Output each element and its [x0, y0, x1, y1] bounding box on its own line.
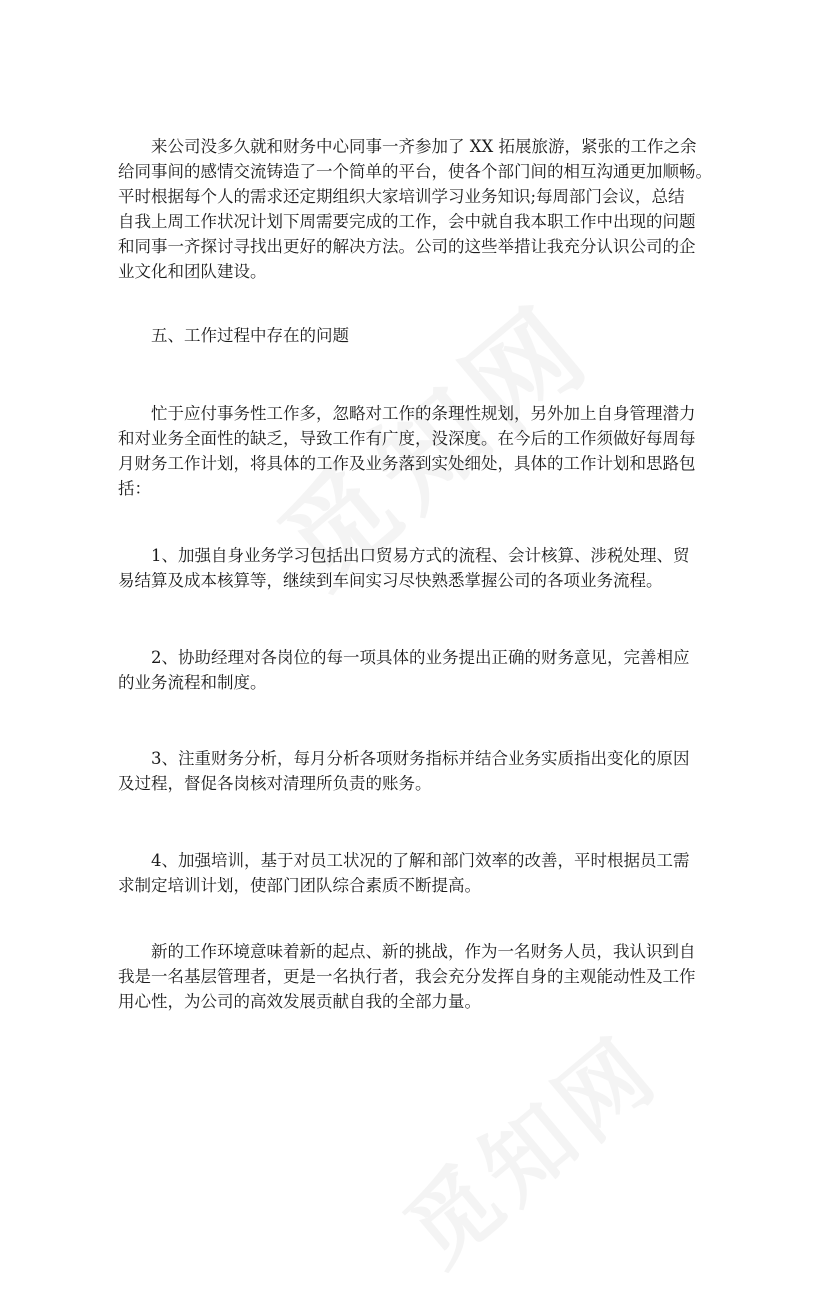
text-line: 及过程，督促各岗核对清理所负责的账务。	[118, 774, 432, 793]
plan-item-1	[118, 543, 718, 593]
plan-item-4	[118, 848, 718, 898]
text-line: 4、加强培训，基于对员工状况的了解和部门效率的改善，平时根据员工需	[151, 851, 690, 870]
text-line: 和同事一齐探讨寻找出更好的解决方法。公司的这些举措让我充分认识公司的企	[118, 237, 696, 256]
plan-item-2	[118, 645, 718, 695]
text-line: 用心性，为公司的高效发展贡献自我的全部力量。	[118, 992, 481, 1011]
text-line: 3、注重财务分析，每月分析各项财务指标并结合业务实质指出变化的原因	[151, 749, 690, 768]
text-line: 自我上周工作状况计划下周需要完成的工作，会中就自我本职工作中出现的问题	[118, 212, 696, 231]
text-line: 的业务流程和制度。	[118, 673, 267, 692]
text-line: 我是一名基层管理者，更是一名执行者，我会充分发挥自身的主观能动性及工作	[118, 967, 696, 986]
text-line: 五、工作过程中存在的问题	[151, 326, 349, 345]
text-line: 1、加强自身业务学习包括出口贸易方式的流程、会计核算、涉税处理、贸	[151, 546, 690, 565]
text-line: 和对业务全面性的缺乏，导致工作有广度，没深度。在今后的工作须做好每周每	[118, 429, 696, 448]
text-line: 新的工作环境意味着新的起点、新的挑战，作为一名财务人员，我认识到自	[151, 942, 696, 961]
text-line: 括：	[118, 479, 151, 498]
text-line: 月财务工作计划，将具体的工作及业务落到实处细处，具体的工作计划和思路包	[118, 454, 696, 473]
paragraph-closing	[118, 939, 718, 1014]
text-line: 易结算及成本核算等，继续到车间实习尽快熟悉掌握公司的各项业务流程。	[118, 571, 663, 590]
text-line: 忙于应付事务性工作多，忽略对工作的条理性规划，另外加上自身管理潜力	[151, 404, 696, 423]
paragraph-problems	[118, 401, 718, 501]
text-line: 求制定培训计划，使部门团队综合素质不断提高。	[118, 876, 481, 895]
text-line: 来公司没多久就和财务中心同事一齐参加了 XX 拓展旅游，紧张的工作之余	[151, 137, 697, 156]
text-line: 平时根据每个人的需求还定期组织大家培训学习业务知识;每周部门会议，总结	[118, 187, 685, 206]
watermark	[373, 1001, 682, 1289]
text-line: 业文化和团队建设。	[118, 262, 267, 281]
text-line: 给同事间的感情交流铸造了一个简单的平台，使各个部门间的相互沟通更加顺畅。	[118, 162, 712, 181]
plan-item-3	[118, 746, 718, 796]
text-line: 2、协助经理对各岗位的每一项具体的业务提出正确的财务意见，完善相应	[151, 648, 690, 667]
paragraph-team-activity	[118, 134, 718, 284]
section-heading	[118, 323, 718, 348]
